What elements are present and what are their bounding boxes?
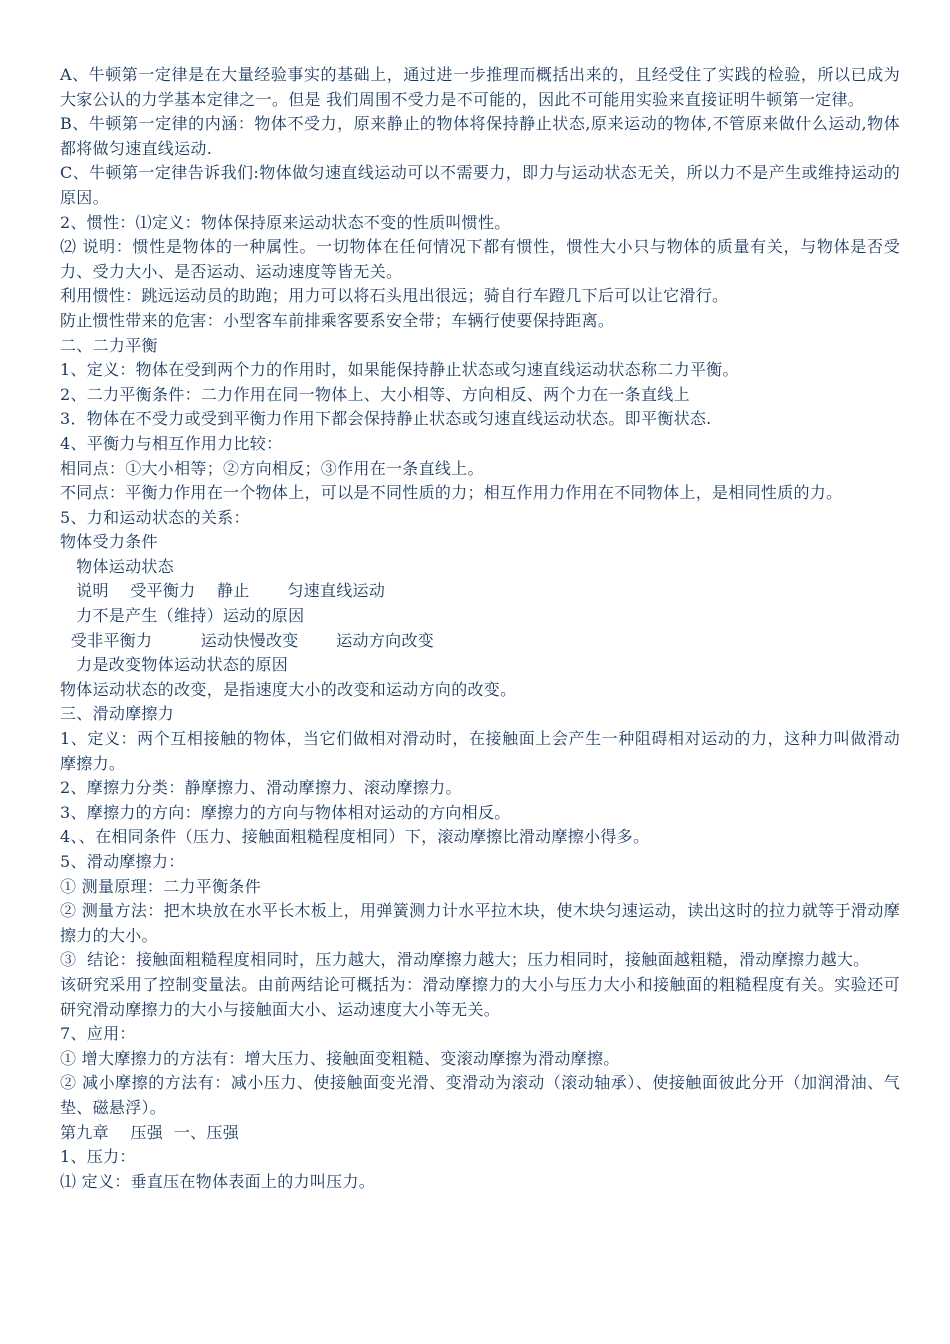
paragraph-pressure-definition: ⑴ 定义：垂直压在物体表面上的力叫压力。 — [60, 1171, 376, 1191]
paragraph-measure-principle: ① 测量原理：二力平衡条件 — [60, 876, 261, 896]
table-row-force-changes-motion: 力是改变物体运动状态的原因 — [60, 655, 289, 675]
paragraph-rolling-friction: 4、、在相同条件（压力、接触面粗糙程度相同）下，滚动摩擦比滑动摩擦小得多。 — [60, 827, 650, 847]
paragraph-inertia-explanation: ⑵ 说明：惯性是物体的一种属性。一切物体在任何情况下都有惯性，惯性大小只与物体的质量有关，与物体是否受力、受力大小、是否运动、运动速度等皆无关。 — [60, 237, 900, 281]
paragraph-measure-method: ② 测量方法：把木块放在水平长木板上，用弹簧测力计水平拉木块，使木块匀速运动，读出这时的拉力就等于滑动摩擦力的大小。 — [60, 901, 900, 945]
paragraph-force-comparison: 4、平衡力与相互作用力比较： — [60, 433, 283, 453]
paragraph-newton-a: A、牛顿第一定律是在大量经验事实的基础上，通过进一步推理而概括出来的，且经受住了实践的检验，所以已成为大家公认的力学基本定律之一。但是 我们周围不受力是不可能的，因此不可能用实验来直接证明牛顿第一定律。 — [60, 65, 900, 109]
paragraph-force-motion-relation: 5、力和运动状态的关系： — [60, 507, 250, 527]
paragraph-conclusion: ③ 结论：接触面粗糙程度相同时，压力越大，滑动摩擦力越大；压力相同时，接触面越粗糙，滑动摩擦力越大。 — [60, 950, 870, 970]
table-row-force-not-cause: 力不是产生（维持）运动的原因 — [60, 606, 305, 626]
paragraph-newton-b: B、牛顿第一定律的内涵：物体不受力，原来静止的物体将保持静止状态,原来运动的物体,不管原来做什么运动,物体都将做匀速直线运动. — [60, 114, 900, 158]
heading-chapter-nine-pressure: 第九章 压强 一、压强 — [60, 1122, 240, 1142]
paragraph-friction-types: 2、摩擦力分类：静摩擦力、滑动摩擦力、滚动摩擦力。 — [60, 778, 462, 798]
table-row-force-condition: 物体受力条件 — [60, 532, 158, 552]
paragraph-inertia-use: 利用惯性：跳远运动员的助跑；用力可以将石头甩出很远；骑自行车蹬几下后可以让它滑行。 — [60, 286, 729, 306]
heading-sliding-friction: 三、滑动摩擦力 — [60, 704, 175, 724]
heading-two-force-balance: 二、二力平衡 — [60, 335, 158, 355]
table-row-motion-state: 物体运动状态 — [60, 556, 174, 576]
paragraph-differences: 不同点：平衡力作用在一个物体上，可以是不同性质的力；相互作用力作用在不同物体上，是相同性质的力。 — [60, 483, 843, 503]
paragraph-equilibrium-state: 3．物体在不受力或受到平衡力作用下都会保持静止状态或匀速直线运动状态。即平衡状态. — [60, 409, 712, 429]
paragraph-friction-definition: 1、定义：两个互相接触的物体，当它们做相对滑动时，在接触面上会产生一种阻碍相对运动的力，这种力叫做滑动摩擦力。 — [60, 729, 900, 773]
paragraph-pressure-force: 1、压力： — [60, 1147, 136, 1167]
paragraph-balance-definition: 1、定义：物体在受到两个力的作用时，如果能保持静止状态或匀速直线运动状态称二力平衡。 — [60, 360, 739, 380]
paragraph-control-variables: 该研究采用了控制变量法。由前两结论可概括为：滑动摩擦力的大小与压力大小和接触面的粗糙程度有关。实验还可研究滑动摩擦力的大小与接触面大小、运动速度大小等无关。 — [60, 974, 900, 1019]
paragraph-inertia-prevention: 防止惯性带来的危害：小型客车前排乘客要系安全带；车辆行使要保持距离。 — [60, 310, 615, 330]
paragraph-newton-c: C、牛顿第一定律告诉我们:物体做匀速直线运动可以不需要力，即力与运动状态无关，所以力不是产生或维持运动的原因。 — [60, 163, 900, 207]
paragraph-friction-direction: 3、摩擦力的方向：摩擦力的方向与物体相对运动的方向相反。 — [60, 802, 511, 822]
paragraph-applications: 7、应用： — [60, 1024, 136, 1044]
table-row-balanced: 说明 受平衡力 静止 匀速直线运动 — [60, 581, 386, 601]
paragraph-balance-conditions: 2、二力平衡条件：二力作用在同一物体上、大小相等、方向相反、两个力在一条直线上 — [60, 384, 690, 404]
paragraph-sliding-friction-title: 5、滑动摩擦力： — [60, 852, 185, 871]
paragraph-motion-change: 物体运动状态的改变，是指速度大小的改变和运动方向的改变。 — [60, 679, 517, 699]
document-page — [60, 63, 900, 1194]
paragraph-decrease-friction: ② 减小摩擦的方法有：减小压力、使接触面变光滑、变滑动为滚动（滚动轴承）、使接触面彼此分开（加润滑油、气垫、磁悬浮）。 — [60, 1073, 900, 1117]
paragraph-inertia-definition: 2、惯性：⑴定义：物体保持原来运动状态不变的性质叫惯性。 — [60, 212, 511, 232]
paragraph-similarities: 相同点：①大小相等；②方向相反；③作用在一条直线上。 — [60, 458, 484, 478]
paragraph-increase-friction: ① 增大摩擦力的方法有：增大压力、接触面变粗糙、变滚动摩擦为滑动摩擦。 — [60, 1048, 620, 1068]
table-row-unbalanced: 受非平衡力 运动快慢改变 运动方向改变 — [60, 630, 435, 650]
